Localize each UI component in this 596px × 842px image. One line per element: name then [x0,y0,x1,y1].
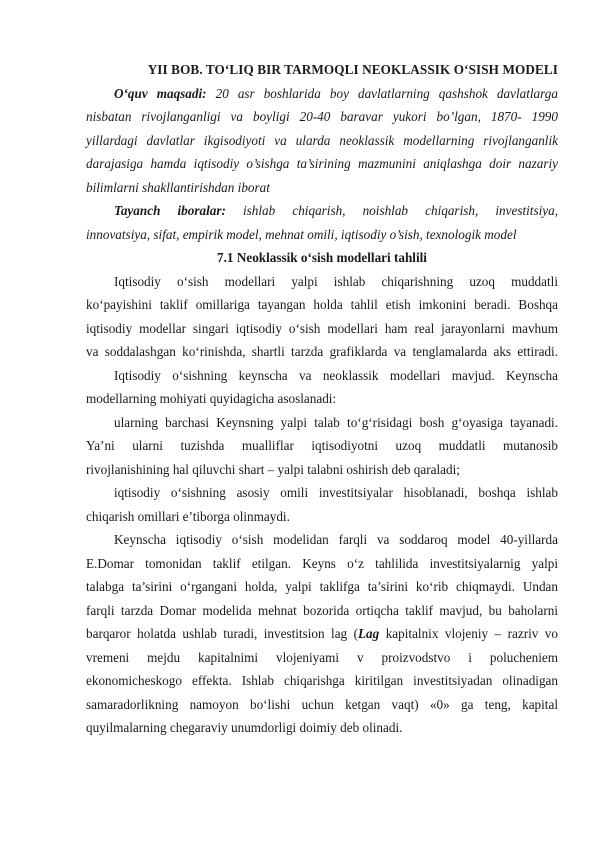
paragraph-line: vremeni mejdu kapitalnimi vlojeniyami v proizvodstvo i polucheniem [86,649,558,665]
section-title: 7.1 Neoklassik o‘sish modellari tahlili [217,250,427,265]
chapter-title: YII BOB. TO‘LIQ BIR TARMOQLI NEOKLASSIK O‘SISH MODELI [147,62,558,77]
goal-line-3: yillardagi davlatlar ikgisodiyoti va ularda neoklassik modellarning rivojlanganlik [86,132,558,148]
paragraph-line: talabga ta’sirini o‘rgangani holda, yalpi taklifga ta’sirini ko‘rib chiqmaydi. Undan [86,579,558,594]
paragraph-line: Iqtisodiy o‘sishning keynscha va neoklassik modellari mavjud. Keynscha [114,367,558,383]
lag-term: Lag [358,626,380,641]
paragraph-line: farqli tarzda Domar modelida mehnat bozorida ortiqcha taklif mavjud, bu baholarni [86,602,558,618]
goal-line-2: nisbatan rivojlanganligi va boyligi 20-40 baravar yukori bo’lgan, 1870- 1990 [86,109,558,124]
paragraph-line: rivojlanishining hal qiluvchi shart – yalpi talabni oshirish deb qaraladi; [86,461,460,477]
paragraph-line: Keynscha iqtisodiy o‘sish modelidan farqli va soddaroq model 40-yillarda [114,532,558,547]
keywords-line-1: Tayanch iboralar: ishlab chiqarish, noishlab chiqarish, investitsiya, [114,203,558,218]
keywords-line-2: innovatsiya, sifat, empirik model, mehnat omili, iqtisodiy o’sish, texnologik model [86,226,517,242]
goal-line-1: O‘quv maqsadi: 20 asr boshlarida boy davlatlarning qashshok davlatlarga [114,85,558,101]
page-content [86,58,558,740]
paragraph-line: Ya’ni ularni tuzishda mualliflar iqtisodiyotni uzoq muddatli mutanosib [86,438,558,453]
paragraph-line: E.Domar tomonidan taklif etilgan. Keyns o‘z tahlilida investitsiyalarnig yalpi [86,555,558,571]
paragraph-line: ekonomicheskogo effekta. Ishlab chiqarishga kiritilgan investitsiyadan olinadigan [86,673,558,688]
paragraph-line: va soddalashgan ko‘rinishda, shartli tarzda grafiklarda va tenglamalarda aks ettiradi. [86,344,558,359]
paragraph-line: chiqarish omillari e’tiborga olinmaydi. [86,508,290,524]
paragraph-line: iqtisodiy modellar singari iqtisodiy o‘sish modellari ham real jarayonlarni mavhum [86,320,558,336]
keywords-label: Tayanch iboralar: [114,203,226,218]
paragraph-line: iqtisodiy o‘sishning asosiy omili investitsiyalar hisoblanadi, boshqa ishlab [114,485,558,500]
paragraph-line: samaradorlikning namoyon bo‘lishi uchun ketgan vaqt) «0» ga teng, kapital [86,696,558,712]
goal-label: O‘quv maqsadi: [114,85,207,101]
paragraph-line: modellarning mohiyati quyidagicha asoslanadi: [86,391,337,406]
paragraph-line: quyilmalarning chegaraviy unumdorligi doimiy deb olinadi. [86,720,403,735]
goal-line-5: bilimlarni shakllantirishdan iborat [86,179,270,195]
paragraph-line: barqaror holatda ushlab turadi, investitsion lag (Lag kapitalnix vlojeniy – razriv vo [86,626,558,641]
paragraph-line: Iqtisodiy o‘sish modellari yalpi ishlab chiqarishning uzoq muddatli [114,273,558,289]
paragraph-line: ko‘payishini taklif omillariga tayangan holda tahlil etish imkonini beradi. Boshqa [86,297,558,312]
goal-line-4: darajasiga hamda iqtisodiy o’sishga ta’sirining mazmunini aniqlashga doir nazariy [86,156,558,171]
paragraph-line: ularning barchasi Keynsning yalpi talab to‘g‘risidagi bosh g‘oyasiga tayanadi. [114,414,558,430]
